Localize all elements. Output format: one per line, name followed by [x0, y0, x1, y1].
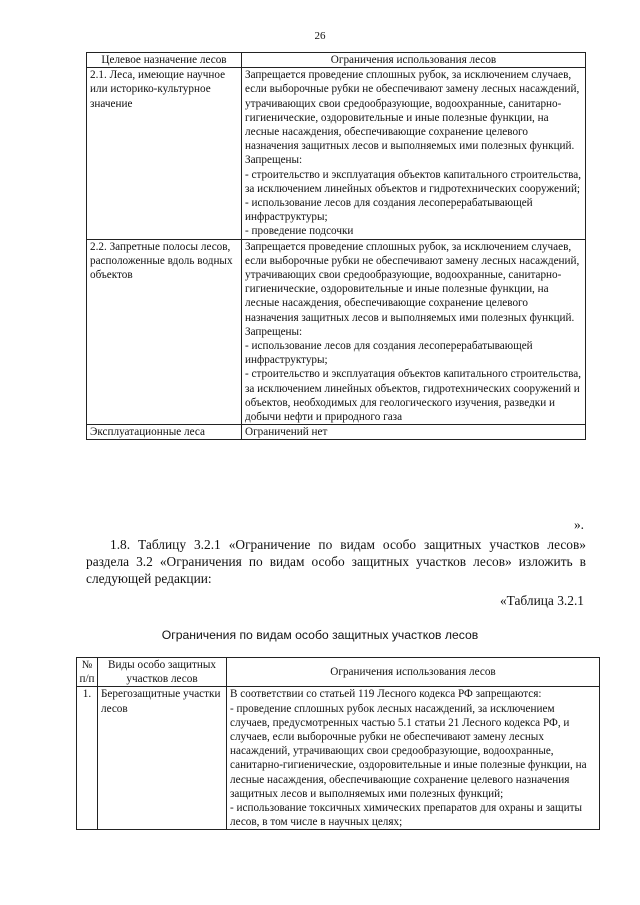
restriction-text: - использование токсичных химических препаратов для охраны и защиты лесов, в том числе в научных целях; — [230, 802, 582, 829]
purpose-cell: 2.2. Запретные полосы лесов, расположенные вдоль водных объектов — [87, 239, 242, 425]
restrictions-cell — [242, 425, 586, 440]
table-row — [77, 687, 600, 830]
kind-cell: Берегозащитные участки лесов — [98, 687, 227, 830]
restriction-text: Запрещены: — [245, 154, 303, 167]
row-number-cell: 1. — [77, 687, 98, 830]
restriction-text: - проведение сплошных рубок лесных насаждений, за исключением случаев, предусмотренных частью 5.1 статьи 21 Лесного кодекса РФ, и случаев, если выборочные рубки не обеспечивают замену лесных насаждений, утрачивающих свои средообразующие, водоохранные, санитарно-гигиенические, оздоровительные и иные полезные функции, на лесные насаждения, обеспечивающие сохранение целевого назначения защитных лесов и выполняемых ими полезных функций; — [230, 702, 587, 800]
column-header-number: № п/п — [77, 658, 98, 687]
table-row — [87, 68, 586, 239]
purpose-cell: Эксплуатационные леса — [87, 425, 242, 440]
column-header-purpose: Целевое назначение лесов — [87, 53, 242, 68]
page-number: 26 — [314, 30, 326, 42]
table-row — [87, 425, 586, 440]
restriction-text: В соответствии со статьей 119 Лесного кодекса РФ запрещаются: — [230, 688, 542, 701]
restriction-text: Запрещены: — [245, 325, 303, 338]
restriction-text: Запрещается проведение сплошных рубок, за исключением случаев, если выборочные рубки не обеспечивают замену лесных насаждений, утрачивающих свои средообразующие, водоохранные, санитарно-гигиенические, оздоровительные и иные полезные функции, на лесные насаждения, обеспечивающие сохранение целевого назначения защитных лесов и выполняемых ими полезных функций. — [245, 69, 580, 153]
column-header-kind: Виды особо защитных участков лесов — [98, 658, 227, 687]
table-header-row — [87, 53, 586, 68]
restriction-text: - строительство и эксплуатация объектов капитального строительства, за исключением линейных объектов и гидротехнических сооружений; — [245, 168, 582, 195]
table-caption: Ограничения по видам особо защитных участков лесов — [161, 628, 479, 642]
restriction-text: Запрещается проведение сплошных рубок, за исключением случаев, если выборочные рубки не обеспечивают замену лесных насаждений, утрачивающих свои средообразующие, водоохранные, санитарно-гигиенические, оздоровительные и иные полезные функции, на лесные насаждения, обеспечивающие сохранение целевого назначения защитных лесов и выполняемых ими полезных функций. — [245, 240, 580, 324]
column-header-restrictions: Ограничения использования лесов — [242, 53, 586, 68]
closing-quote: ». — [573, 517, 584, 532]
restrictions-cell — [242, 68, 586, 239]
restriction-text: - использование лесов для создания лесоперерабатывающей инфраструктуры; — [245, 197, 533, 224]
forest-purpose-restrictions-table — [86, 52, 586, 440]
purpose-cell: 2.1. Леса, имеющие научное или историко-культурное значение — [87, 68, 242, 239]
table-row — [87, 239, 586, 425]
restrictions-cell — [227, 687, 600, 830]
restriction-text: Ограничений нет — [245, 426, 328, 439]
column-header-restrictions: Ограничения использования лесов — [227, 658, 600, 687]
restriction-text: - использование лесов для создания лесоперерабатывающей инфраструктуры; — [245, 340, 533, 367]
protected-areas-restrictions-table — [76, 657, 600, 830]
table-label: «Таблица 3.2.1 — [499, 593, 584, 608]
restriction-text: - проведение подсочки — [245, 225, 354, 238]
restrictions-cell — [242, 239, 586, 425]
paragraph-1-8 — [86, 536, 586, 587]
restriction-text: - строительство и эксплуатация объектов капитального строительства, за исключением линейных объектов, гидротехнических сооружений и объектов, необходимых для геологического изучения, разведки и добычи нефти и природного газа — [245, 368, 582, 424]
table-header-row — [77, 658, 600, 687]
paragraph-text: 1.8. Таблицу 3.2.1 «Ограничение по видам особо защитных участков лесов» раздела 3.2 «Ограничения по видам особо защитных участков лесов» изложить в следующей редакции: — [86, 537, 586, 586]
